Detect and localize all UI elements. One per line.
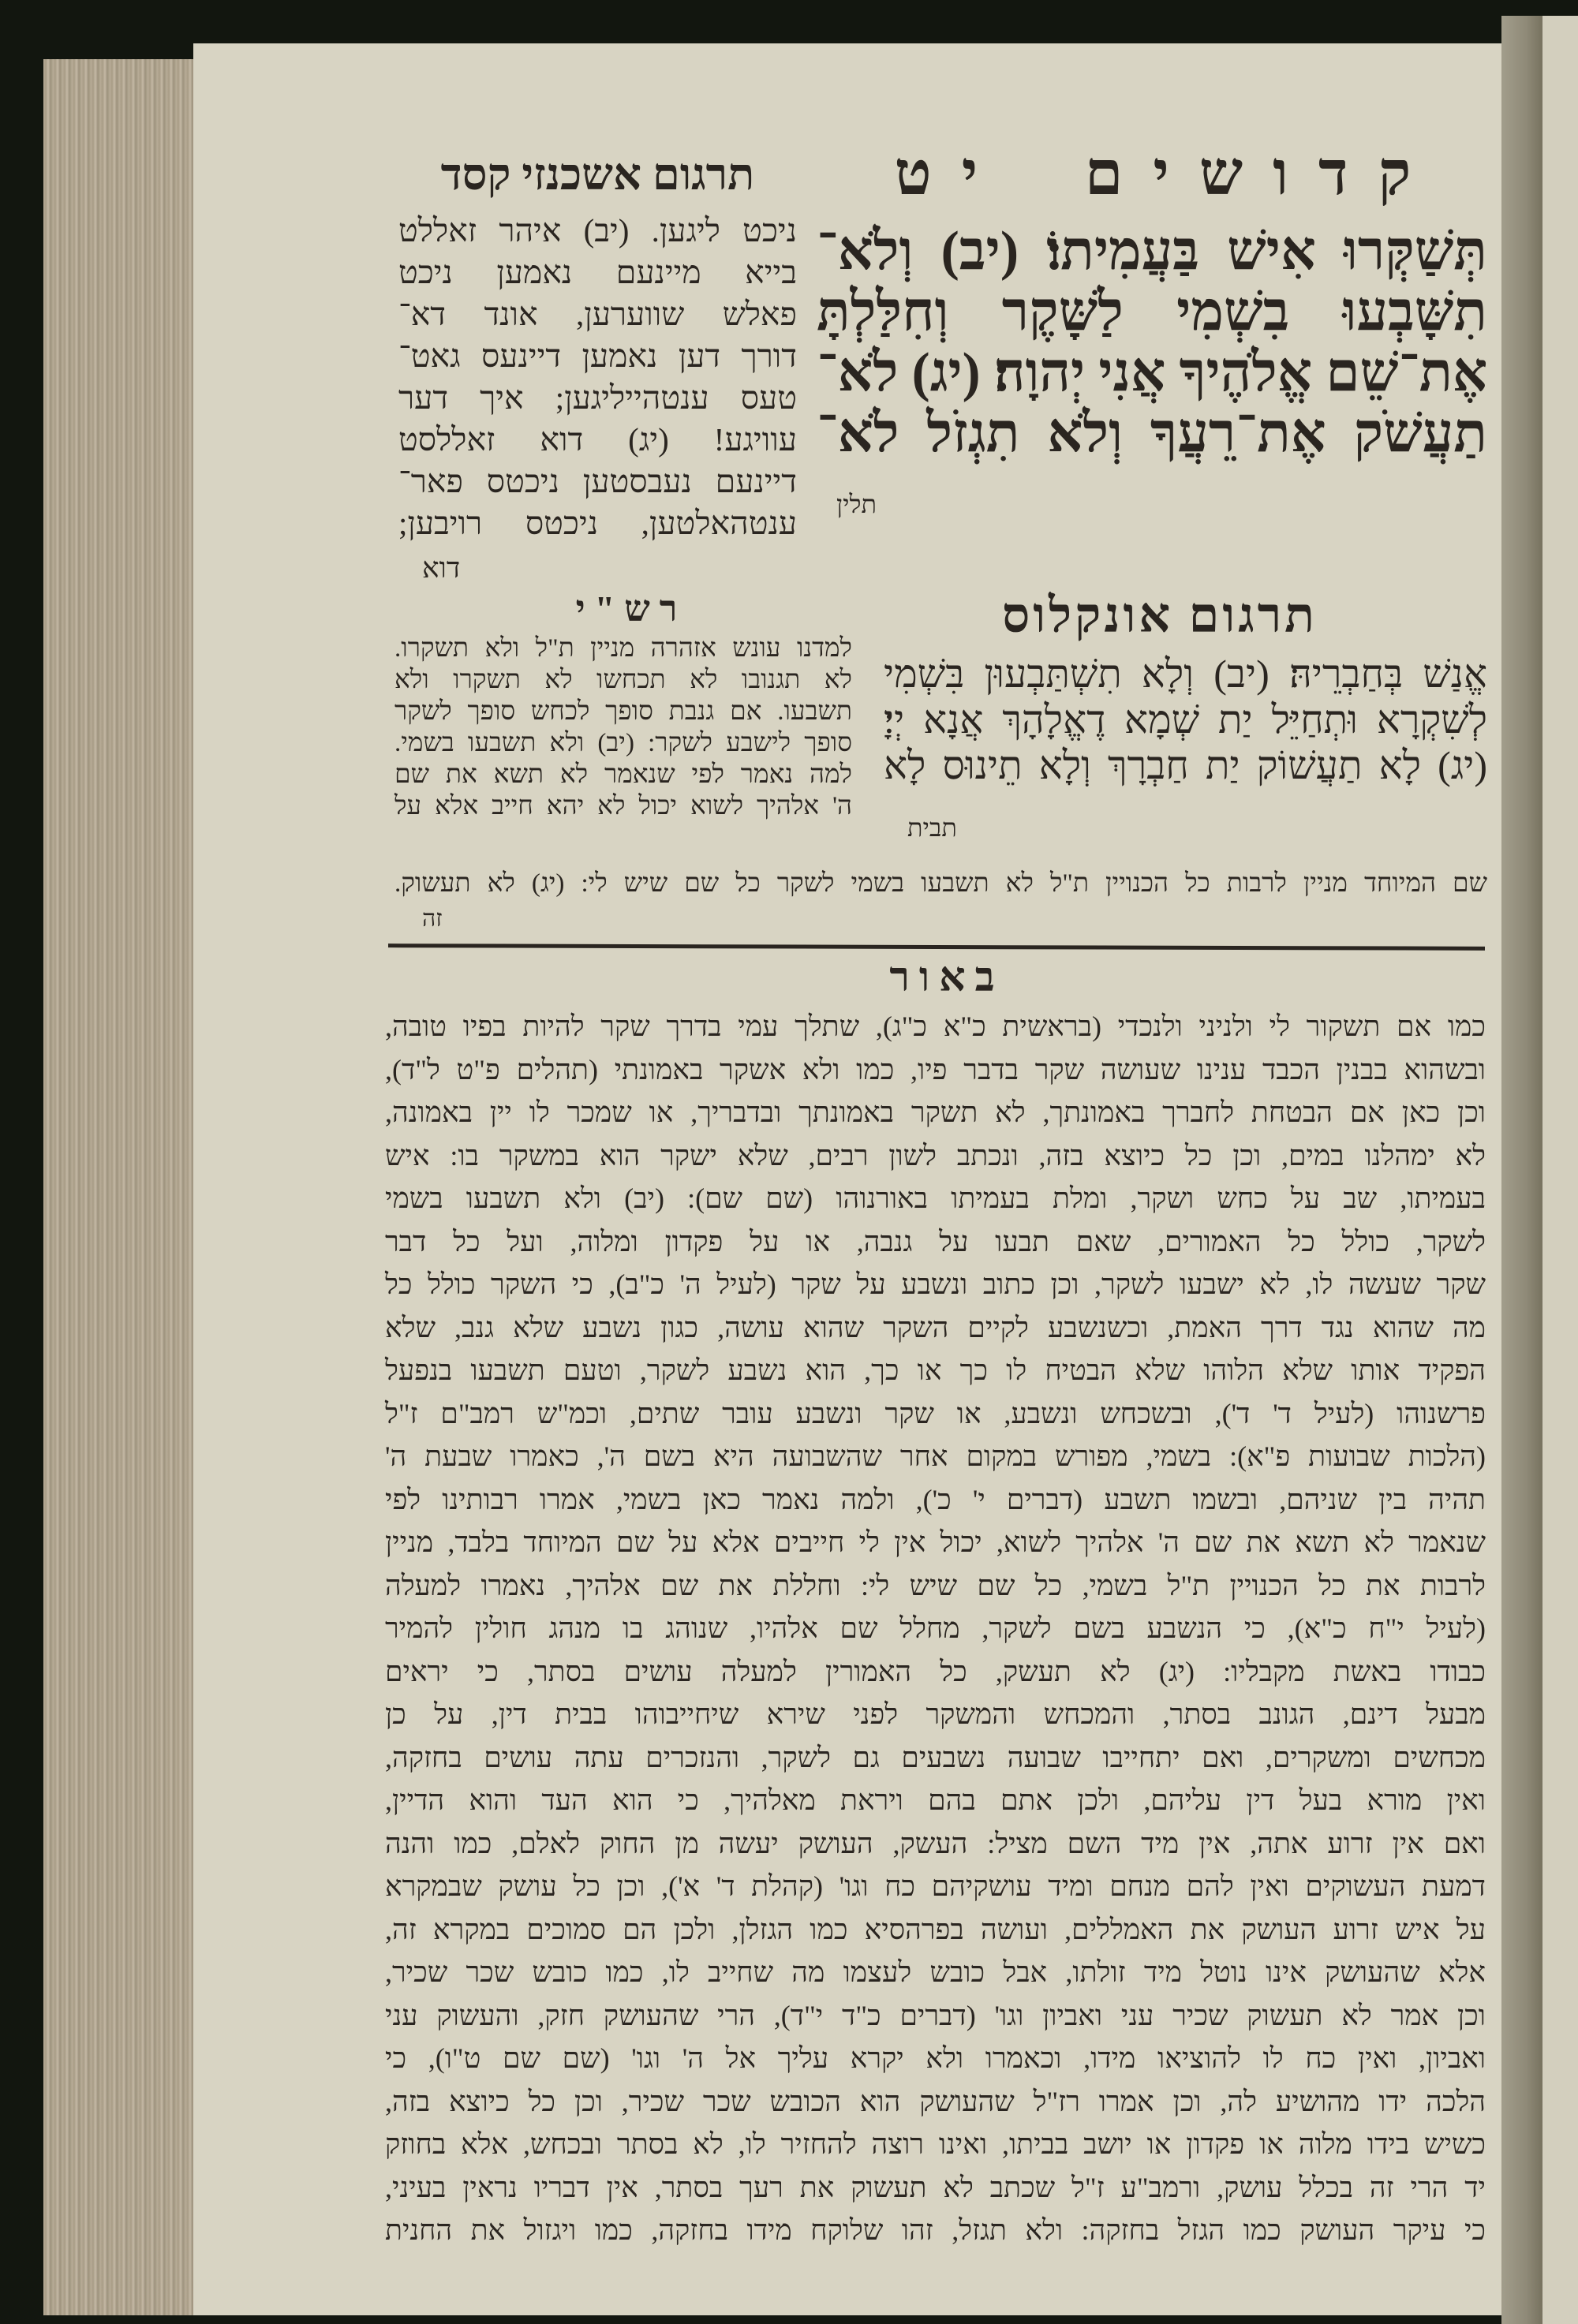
rashi-line [394, 727, 852, 759]
german-translation-title: תרגום אשכנזי קסד [440, 151, 755, 200]
biur-line [385, 1349, 1486, 1392]
rashi-title: רש"י [575, 588, 687, 629]
biur-line-text: כי עיקר העושק כמו הגזל בחזקה: ולא תגזל, זהו שלוקח מידו בחזקה, כמו ויגזול את החנית [385, 2214, 1486, 2246]
torah-line [817, 221, 1487, 282]
biur-title: באור [889, 955, 1004, 1000]
onkelos-text [884, 651, 1487, 788]
german-line [398, 210, 797, 252]
biur-line [385, 1478, 1486, 1522]
biur-line-text: וכן כאן אם הבטחת לחברך באמונתך, לא תשקר באמונתך ובדבריך, או שמכר לו יין באמונה, [385, 1097, 1486, 1128]
german-translation-text [398, 210, 797, 544]
biur-line-text: (לעיל י"ח כ"א), כי הנשבע בשם לשקר, מחלל שם אלהיו, שנוהג בו מנהג חולין להמיר [385, 1612, 1486, 1644]
biur-line [385, 1005, 1486, 1048]
onkelos-line-text: (יג) לָא תַעֲשׁוֹק יַת חַבְרָךְ וְלָא תֵינוּס לָא [884, 743, 1487, 787]
biur-line-text: על איש זרוע העושק את האמללים, ועושה בפרהסיא כמו הגזלן, ולכן הם סמוכים במקרא זה, [385, 1913, 1486, 1945]
biur-line [385, 1779, 1486, 1822]
biur-line [385, 1435, 1486, 1478]
rashi-text [394, 633, 852, 822]
german-line [398, 335, 797, 377]
german-line-text: פאלש שווערען, אונד דא־ [398, 296, 797, 332]
rashi-line-text: סופך לישבע לשקר: (יב) ולא תשבעו בשמי. [394, 729, 852, 757]
parasha-name: קדושים [1084, 139, 1442, 207]
biur-line [385, 1693, 1486, 1736]
rashi-line-text: למדנו עונש אזהרה מניין ת"ל ולא תשקרו. [394, 634, 852, 663]
german-line [398, 461, 797, 503]
onkelos-line-text: אֱנַשׁ בְּחַבְרֵיהּ׃ (יב) וְלָא תִשְׁתַּבְעוּן בִּשְׁמִי [884, 652, 1487, 696]
biur-line-text: שנאמר לא תשא את שם ה' אלהיך לשוא, יכול אין לי חייבים אלא על שם המיוחד בלבד, מניין [385, 1526, 1486, 1558]
biur-line [385, 1091, 1486, 1134]
biur-line [385, 2080, 1486, 2124]
german-line-text: דיינעם נעבסטען ניכטס פאר־ [398, 463, 797, 499]
onkelos-line [884, 697, 1487, 742]
onkelos-line [884, 742, 1487, 788]
biur-line-text: ובשהוא בבנין הכבד ענינו שעושה שקר בדבר פיו, כמו ולא אשקר באמונתי (תהלים פ"ט ל"ד), [385, 1053, 1486, 1085]
biur-line [385, 1650, 1486, 1694]
torah-catchword: תלין [836, 490, 877, 518]
torah-line [817, 342, 1487, 403]
torah-line [817, 403, 1487, 464]
book-page-edges [43, 59, 195, 2315]
biur-line-text: מכחשים ומשקרים, ואם יתחייבו שבועה נשבעים גם לשקר, והנזכרים עתה עושים בחזקה, [385, 1741, 1486, 1773]
biur-line-text: כמו אם תשקור לי ולניני ולנכדי (בראשית כ"א כ"ג), שתלך עמי בדרך שקר להיות בפיו טובה, [385, 1011, 1486, 1042]
biur-line-text: כשיש בידו מלוה או פקדון או יושב בביתו, ואינו רוצה להחזיר לו, לא בסתר ובכחש, אלא בחוזק [385, 2128, 1486, 2160]
rashi-catchword: זה [422, 906, 443, 932]
onkelos-catchword: תבית [907, 813, 957, 842]
biur-line [385, 1134, 1486, 1178]
biur-line [385, 2209, 1486, 2252]
biur-line [385, 2037, 1486, 2080]
biur-line [385, 1908, 1486, 1952]
rashi-spanning-line [394, 868, 1487, 899]
biur-line [385, 1736, 1486, 1780]
biur-line-text: לשקר, כולל כל האמורים, שאם תבעו על גנבה, או על פקדון ומלוה, ועל כל דבר [385, 1225, 1486, 1257]
german-line [398, 377, 797, 419]
torah-line-text: אֶת־שֵׁם אֱלֹהֶיךָ אֲנִי יְהוָה׃ (יג) לֹא־ [817, 342, 1487, 403]
biur-line-text: אלא שהעושק אינו נוטל מיד זולתו, אבל כובש לעצמו מה שחייב לו, כמו כובש שכר שכיר, [385, 1956, 1486, 1988]
rashi-line-text: תשבעו. אם גנבת סופך לכחש סופך לשקר [394, 697, 852, 726]
torah-line-text: תִשָּׁבְעוּ בִשְׁמִי לַשָּׁקֶר וְחִלַּלְתָּ [817, 282, 1487, 342]
german-line-text: בייא מיינעם נאמען ניכט [398, 254, 797, 290]
german-line [398, 252, 797, 293]
german-line-text: דורך דען נאמען דיינעס גאט־ [398, 338, 797, 374]
biur-line-text: (הלכות שבועות פ"א): בשמי, מפורש במקום אחר שהשבועה היא בשם ה', כאמרו שבעת ה' [385, 1440, 1486, 1472]
biur-line-text: פרשנוהו (לעיל ד' ד'), ובשכחש ונשבע, או שקר ונשבע עובר שתים, וכמ"ש רמב"ם ז"ל [385, 1397, 1486, 1429]
biur-line [385, 1521, 1486, 1564]
german-line-text: ניכט ליגען. (יב) איהר זאללט [398, 212, 797, 248]
german-line [398, 293, 797, 335]
biur-text [385, 1005, 1486, 2252]
biur-line [385, 1994, 1486, 2038]
rashi-continuation [394, 868, 1487, 899]
facing-page-edge [1542, 16, 1578, 2324]
biur-line [385, 1177, 1486, 1220]
biur-line-text: בעמיתו, שב על כחש ושקר, ומלת בעמיתו באורנוהו (שם שם): (יב) ולא תשבעו בשמי [385, 1183, 1486, 1214]
rashi-continuation-text: שם המיוחד מניין לרבות כל הכנויין ת"ל לא תשבעו בשמי לשקר כל שם שיש לי: (יג) לא תעשוק. [394, 869, 1487, 898]
biur-line-text: לא ימהלנו במים, וכן כל כיוצא בזה, ונכתב לשון רבים, שלא ישקר הוא במשקר בו: איש [385, 1139, 1486, 1171]
biur-line [385, 1392, 1486, 1436]
rashi-line [394, 633, 852, 664]
biur-line-text: כבודו באשת מקבליו: (יג) לא תעשק, כל האמורין למעלה עושים בסתר, כי יראים [385, 1655, 1486, 1687]
biur-line [385, 1048, 1486, 1092]
biur-line [385, 1263, 1486, 1306]
onkelos-line [884, 651, 1487, 697]
torah-line-text: תַעֲשֹׁק אֶת־רֵעֲךָ וְלֹא תִגְזֹל לֹא־ [817, 403, 1487, 464]
biur-line-text: יד הרי זה בכלל עושק, ורמב"ע ז"ל שכתב לא תעשוק את רעך בסתר, אין דבריו נראין בעיני, [385, 2171, 1486, 2203]
biur-line [385, 2166, 1486, 2210]
biur-line-text: ואין מורא בעל דין עליהם, ולכן אתם בהם ויראת מאלהיך, כי הוא העד והוא הדיין, [385, 1784, 1486, 1816]
rashi-line [394, 696, 852, 727]
biur-line-text: ואם אין זרוע אתה, אין מיד השם מציל: העשק, העושק יעשה מן החוק לאלם, כמו והנה [385, 1827, 1486, 1859]
onkelos-line-text: לְשִׁקְרָא וּתְחַיֵּל יַת שְׁמָא דֶאֱלָהָךְ אֲנָא יְיָ׃ [884, 697, 1487, 742]
german-line-text: ענטהאלטען, ניכטס רויבען; [398, 505, 797, 541]
german-line [398, 503, 797, 544]
biur-line [385, 1564, 1486, 1608]
biur-line-text: מה שהוא נגד דרך האמת, וכשנשבע לקיים השקר שהוא עושה, כגון נשבע שלא גנב, שלא [385, 1311, 1486, 1343]
biur-line [385, 2123, 1486, 2166]
biur-line-text: שקר שעשה לו, לא ישבעו לשקר, וכן כתוב ונשבע על שקר (לעיל ה' כ"ב), כי השקר כולל כל [385, 1268, 1486, 1300]
torah-line-text: תְּשַׁקְּרוּ אִישׁ בַּעֲמִיתוֹ׃ (יב) וְלֹא־ [817, 221, 1487, 282]
torah-text [817, 221, 1487, 464]
rashi-line-text: לא תגנובו לא תכחשו לא תשקרו ולא [394, 666, 852, 694]
onkelos-title: תרגום אונקלוס [1002, 589, 1318, 643]
book-gutter [1501, 16, 1542, 2324]
rashi-line [394, 759, 852, 790]
biur-line [385, 1951, 1486, 1994]
german-catchword: דוא [422, 552, 461, 584]
biur-line-text: וכן אמר לא תעשוק שכיר עני ואביון וגו' (דברים כ"ד י"ד), הרי שהעושק חזק, והעשוק עני [385, 1999, 1486, 2031]
biur-line-text: ואביון, ואין כח לו להוציאו מידו, וכאמרו ולא יקרא עליך אל ה' וגו' (שם שם ט"ו), כי [385, 2042, 1486, 2074]
biur-line-text: הלכה ידו מהושיע לה, וכן אמרו רז"ל שהעושק הוא הכובש שכר שכיר, וכן כל כיוצא בזה, [385, 2085, 1486, 2117]
page-header [884, 138, 1452, 209]
german-line-text: טעס ענטהייליגען; איך דער [398, 379, 797, 416]
rashi-line [394, 664, 852, 696]
biur-line-text: דמעת העשוקים ואין להם מנחם ומיד עושקיהם כח וגו' (קהלת ד' א'), וכן כל עושק שבמקרא [385, 1870, 1486, 1902]
biur-line-text: לרבות את כל הכנויין ת"ל בשמי, כל שם שיש לי: וחללת את שם אלהיך, נאמרו למעלה [385, 1569, 1486, 1601]
german-line-text: עוויגע! (יג) דוא זאללסט [398, 421, 797, 458]
rashi-line [394, 790, 852, 822]
biur-line [385, 1607, 1486, 1650]
biur-line [385, 1822, 1486, 1866]
rashi-line-text: למה נאמר לפי שנאמר לא תשא את שם [394, 760, 852, 789]
biur-line [385, 1865, 1486, 1908]
biur-line [385, 1306, 1486, 1350]
biur-line-text: תהיה בין שניהם, ובשמו תשבע (דברים י' כ'), ולמה נאמר כאן בשמי, אמרו רבותינו לפי [385, 1483, 1486, 1515]
biur-line-text: מבעל דינם, הגונב בסתר, והמכחש והמשקר לפני שירא שיחייבוהו בבית דין, על כן [385, 1698, 1486, 1730]
biur-line [385, 1220, 1486, 1264]
rashi-line-text: ה' אלהיך לשוא יכול לא יהא חייב אלא על [394, 792, 852, 820]
german-line [398, 419, 797, 461]
torah-line [817, 282, 1487, 342]
chapter-number: יט [894, 139, 1008, 207]
biur-line-text: הפקיד אותו שלא הלוהו שלא הבטיח לו כך או כך, הוא נשבע לשקר, וטעם תשבעו בנפעל [385, 1354, 1486, 1386]
